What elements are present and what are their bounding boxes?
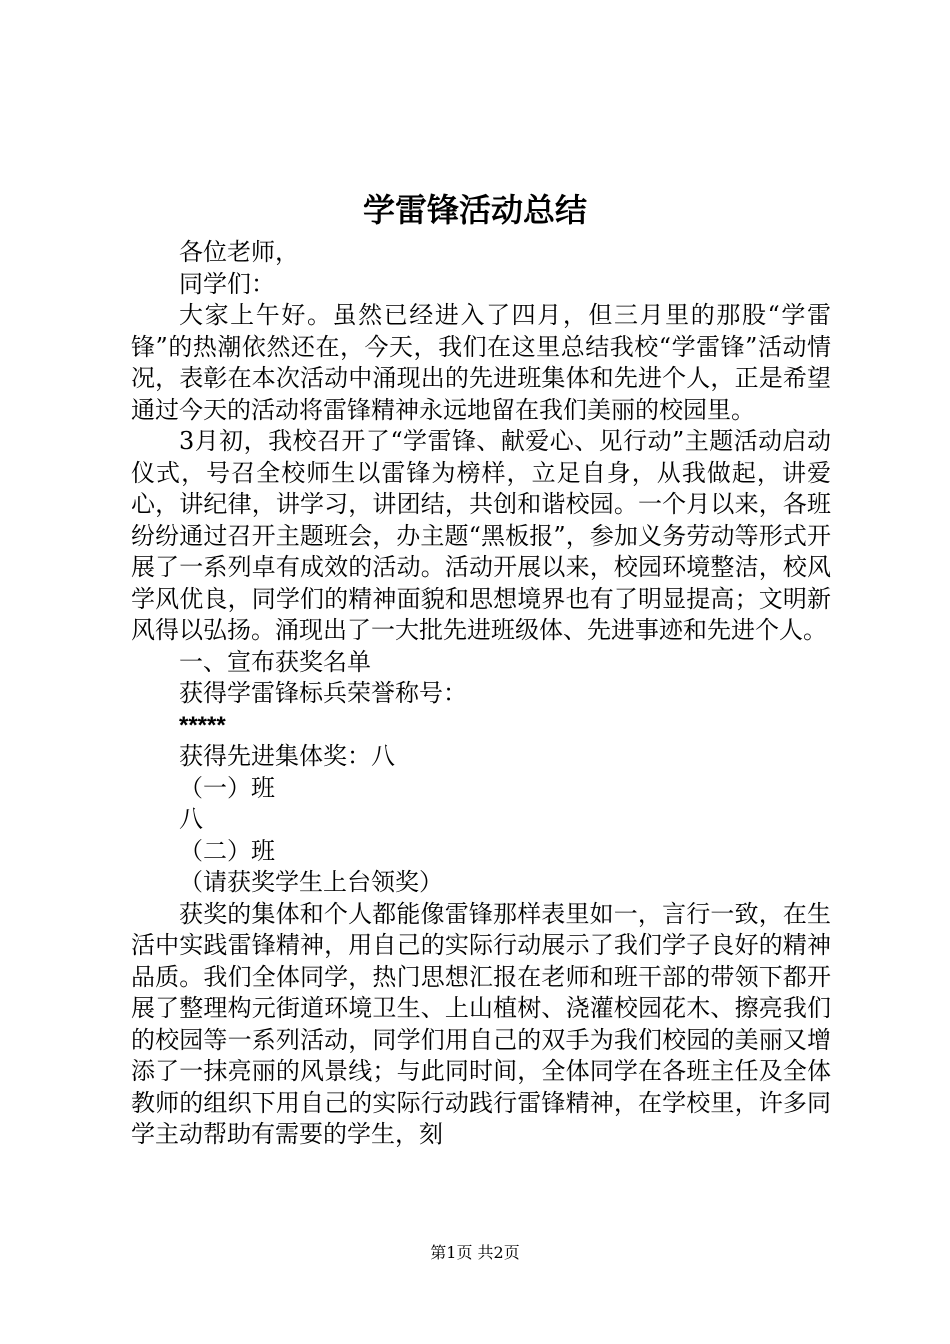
document-title: 学雷锋活动总结 <box>362 191 587 229</box>
award-class-1: （一）班 <box>179 773 275 802</box>
document-body <box>131 237 831 1151</box>
paragraph-opening: 大家上午好。虽然已经进入了四月，但三月里的那股“学雷锋”的热潮依然还在，今天，我们在这里总结我校“学雷锋”活动情况，表彰在本次活动中涌现出的先进班集体和先进个人，正是希望通过今天的活动将雷锋精神永远地留在我们美丽的校园里。 <box>131 301 831 424</box>
page-footer: 第1页 共2页 <box>430 1243 520 1262</box>
award-grade-8: 八 <box>179 805 203 833</box>
award-instruction: （请获奖学生上台领奖） <box>179 868 443 896</box>
award-class-2: （二）班 <box>179 836 275 865</box>
paragraph-closing: 获奖的集体和个人都能像雷锋那样表里如一，言行一致，在生活中实践雷锋精神，用自己的实际行动展示了我们学子良好的精神品质。我们全体同学，热门思想汇报在老师和班干部的带领下都开展了整理构元街道环境卫生、上山植树、浇灌校园花木、擦亮我们的校园等一系列活动，同学们用自己的双手为我们校园的美丽又增添了一抹亮丽的风景线；与此同时间，全体同学在各班主任及全体教师的组织下用自己的实际行动践行雷锋精神，在学校里，许多同学主动帮助有需要的学生，刻 <box>131 899 831 1148</box>
paragraph-activity-summary: 3月初，我校召开了“学雷锋、献爱心、见行动”主题活动启动仪式，号召全校师生以雷锋为榜样，立足自身，从我做起，讲爱心，讲纪律，讲学习，讲团结，共创和谐校园。一个月以来，各班纷纷通过召开主题班会，办主题“黑板报”，参加义务劳动等形式开展了一系列卓有成效的活动。活动开展以来，校园环境整洁，校风学风优良，同学们的精神面貌和思想境界也有了明显提高；文明新风得以弘扬。涌现出了一大批先进班级体、先进事迹和先进个人。 <box>131 427 831 644</box>
award-honor-names: ***** <box>179 711 226 739</box>
section-heading-awards: 一、宣布获奖名单 <box>179 647 371 676</box>
award-honor-title: 获得学雷锋标兵荣誉称号： <box>179 679 467 707</box>
salutation-line-1: 各位老师， <box>179 238 299 266</box>
salutation-line-2: 同学们： <box>179 269 275 298</box>
award-collective-title: 获得先进集体奖：八 <box>179 742 395 770</box>
